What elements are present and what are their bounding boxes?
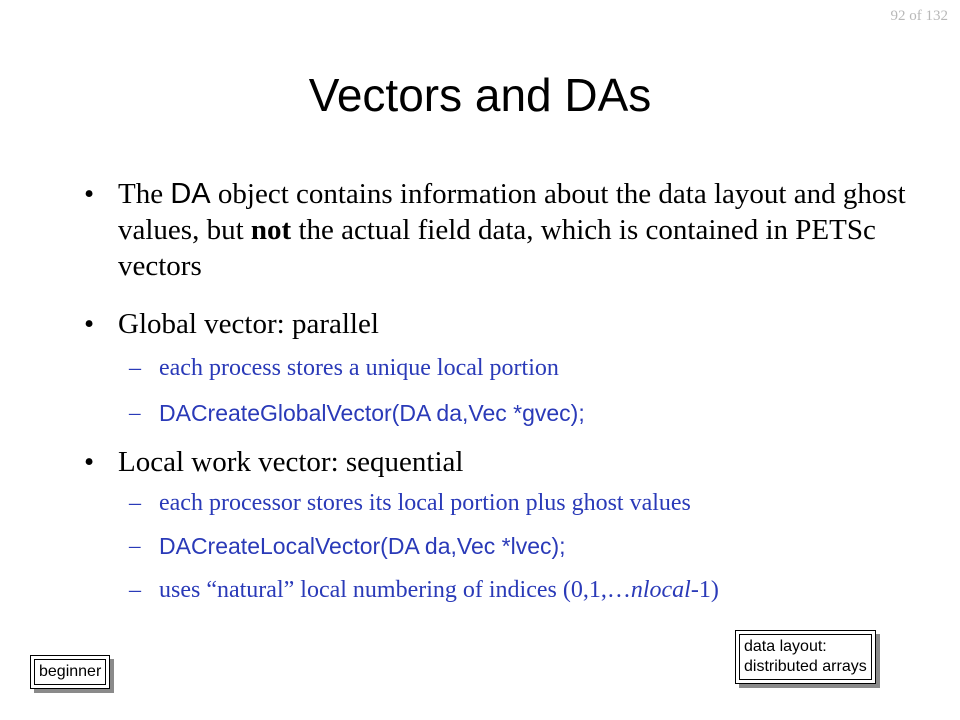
sub-bullet [129, 488, 939, 518]
bullet-da-object [84, 176, 914, 284]
tag-label: beginner [39, 663, 102, 680]
bullet-local-vector [84, 444, 914, 480]
topic-tag-data-layout [735, 630, 876, 684]
sub-bullet-text: each process stores a unique local portion [159, 355, 559, 381]
sub-bullet-code [129, 531, 939, 561]
sub-bullet [129, 575, 939, 605]
slide-title: Vectors and DAs [308, 69, 652, 121]
nlocal-italic: nlocal [630, 577, 691, 603]
sub-bullet-text: each processor stores its local portion plus ghost values [159, 490, 691, 516]
bullet-text: The DA object contains information about the data layout and ghost values, but not the actual field data, which is contained in PETSc vectors [118, 178, 906, 282]
level-tag-beginner [30, 655, 110, 689]
page-counter: 92 of 132 [890, 8, 948, 24]
bullet-symbol: • [84, 446, 95, 478]
bullet-symbol: • [84, 308, 95, 340]
bullet-text: Local work vector: sequential [118, 446, 464, 478]
dash-symbol: – [129, 490, 141, 516]
sub-bullet-code [129, 398, 939, 428]
code-global-vector: DACreateGlobalVector(DA da,Vec *gvec); [159, 400, 585, 426]
dash-symbol: – [129, 533, 141, 558]
dash-symbol: – [129, 577, 141, 603]
bullet-text: Global vector: parallel [118, 308, 379, 340]
bullet-global-vector [84, 306, 914, 342]
tag-label-line1: data layout: [744, 638, 827, 655]
code-local-vector: DACreateLocalVector(DA da,Vec *lvec); [159, 533, 566, 559]
dash-symbol: – [129, 400, 141, 425]
emphasis-not: not [250, 214, 292, 246]
dash-symbol: – [129, 355, 141, 381]
tag-label-line2: distributed arrays [744, 658, 867, 675]
bullet-symbol: • [84, 178, 95, 210]
sub-bullet-text: uses “natural” local numbering of indices (0,1,…nlocal-1) [159, 577, 719, 603]
da-keyword: DA [170, 178, 211, 210]
sub-bullet [129, 353, 939, 383]
